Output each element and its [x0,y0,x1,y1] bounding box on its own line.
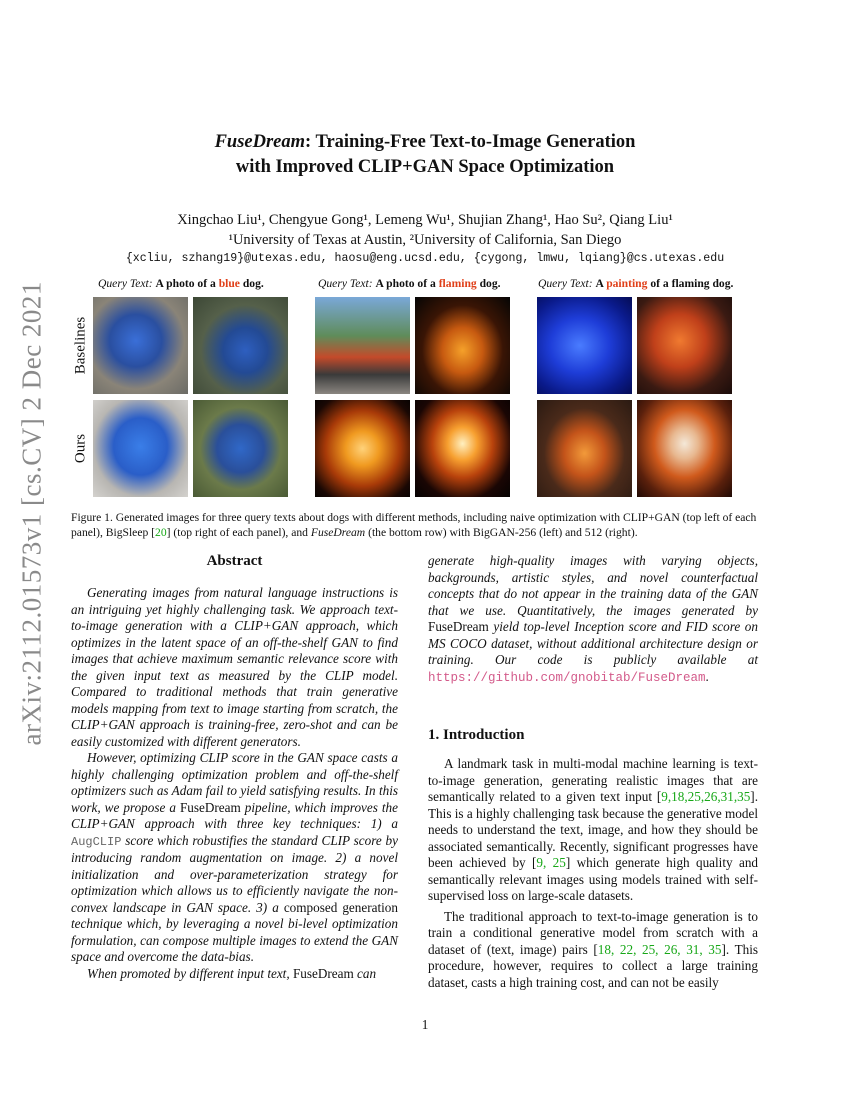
abstract-p2-c: score which robustifies the standard CLIP score by introducing random augmentation on image. 2) a novel initialization and over-parameterization strategy for optimization which allows us to efficiently navigate the non-convex landscape in GAN space. 3) a [71,832,398,915]
image-flaming-dog-ours-2 [415,400,510,497]
abstract-heading: Abstract [206,553,263,569]
query-keyword: flaming [438,277,477,290]
row-label-ours: Ours [72,433,89,464]
query-label: Query Text: [98,277,153,290]
query-text-1 [98,277,264,290]
query-post: dog. [239,277,264,290]
image-flaming-dog-ours-1 [315,400,410,497]
image-painting-dog-ours-1 [537,400,632,497]
query-keyword: blue [218,277,240,290]
abstract-p2-b: pipeline, which improves the CLIP+GAN approach with three key techniques: 1) a [71,799,398,831]
image-blue-dog-baseline-1 [93,297,188,394]
intro-p1-c: ] which generate high quality and semantically relevant images using models trained with self-supervised loss on large-scale datasets. [428,855,759,903]
intro-refs-1[interactable]: 9,18,25,26,31,35 [661,789,751,804]
intro-refs-3[interactable]: 18, 22, 25, 26, 31, 35 [597,941,722,957]
image-blue-dog-baseline-2 [193,297,288,394]
image-blue-dog-ours-2 [193,400,288,497]
image-painting-dog-baseline-1 [537,297,632,394]
query-label: Query Text: [538,277,593,290]
abstract-p3-can: can [353,965,377,981]
query-pre: A photo of a [155,277,219,290]
abstract-p3-a: When promoted by different input text, [87,965,293,981]
title-rest: : Training-Free Text-to-Image Generation [305,132,636,152]
query-text-3 [538,277,733,290]
intro-heading: 1. Introduction [428,727,525,743]
emails-line: {xcliu, szhang19}@utexas.edu, haosu@eng.ucsd.edu, {cygong, lmwu, lqiang}@cs.utexas.edu [125,252,725,265]
row-label-baselines: Baselines [72,316,89,375]
authors-line: Xingchao Liu¹, Chengyue Gong¹, Lemeng Wu¹, Shujian Zhang¹, Hao Su², Qiang Liu¹ [177,212,673,228]
page-number: 1 [421,1017,429,1032]
abstract-augclip: AugCLIP [71,834,122,849]
code-link[interactable]: https://github.com/gnobitab/FuseDream [428,670,706,685]
author-block [0,210,850,250]
intro-p2-b: ]. This procedure, however, requires to collect a large training dataset, casts a high training cost, and can not be easily [428,941,759,990]
figure-caption [71,510,786,540]
caption-text-b: ] (top right of each panel), and [166,526,311,539]
query-pre: A [595,277,607,290]
image-painting-dog-ours-2 [637,400,732,497]
title-italic: FuseDream [214,132,306,152]
arxiv-stamp: arXiv:2112.01573v1 [cs.CV] 2 Dec 2021 [16,281,47,746]
intro-column [428,756,758,991]
abstract-p3-c: yield top-level Inception score and FID score on MS COCO dataset, without additional architecture design or training. Our code is publicly available at [428,619,758,667]
intro-p1-a: A landmark task in multi-modal machine learning is text-to-image generation, generating realistic images that are semantically related to a given text input [ [428,756,758,804]
query-text-2 [318,277,501,290]
abstract-p3-b: generate high-quality images with varying objects, backgrounds, artistic styles, and novel counterfactual concepts that do not appear in the training data of the GAN that we use. Quantitatively, the images generated by [428,553,758,618]
abstract-right-column [428,553,758,686]
title-line2: with Improved CLIP+GAN Space Optimization [235,157,615,177]
abstract-left-column [71,585,398,982]
query-pre: A photo of a [375,277,439,290]
caption-italic: FuseDream [310,526,366,539]
caption-text-a: Figure 1. Generated images for three query texts about dogs with different methods, including naive optimization with CLIP+GAN (top left of each panel), BigSleep [ [71,511,757,539]
intro-p1-b: ]. This is a highly challenging task because the generative model needs to understand the text, image, and how they should be associated semantically. Recently, significant progresses have been achieved by [ [428,789,758,870]
abstract-p2-a: However, optimizing CLIP score in the GAN space casts a highly challenging optimization problem and off-the-shelf optimizers such as Adam fail to yield satisfying results. In this work, we propose a [71,750,398,815]
query-keyword: painting [606,277,648,290]
abstract-p2-d: technique which, by leveraging a novel bi-level optimization formulation, can compose multiple images to extend the GAN space and overcome the data-bias. [71,916,398,964]
abstract-p3-d: . [705,668,709,684]
image-painting-dog-baseline-2 [637,297,732,394]
image-blue-dog-ours-1 [93,400,188,497]
abstract-fusedream: FuseDream [179,799,241,815]
abstract-p1: Generating images from natural language instructions is an intriguing yet highly challenging task. We approach text-to-image generation with a CLIP+GAN approach, which optimizes in the latent space of an off-the-shelf GAN to find images that achieve maximum semantic relevance score with the given input text as measured by the CLIP model. Compared to traditional methods that train generative models mapping from text to image starting from scratch, the CLIP+GAN approach is training-free, zero-shot and can be easily customized with different generators. [71,585,398,749]
intro-p2-a: The traditional approach to text-to-image generation is to train a conditional generative model from scratch with a dataset of (text, image) pairs [ [428,908,758,957]
query-post: of a flaming dog. [647,277,734,290]
image-flaming-dog-baseline-2 [415,297,510,394]
affiliations-line: ¹University of Texas at Austin, ²University of California, San Diego [228,232,622,248]
query-post: dog. [476,277,501,290]
abstract-composed-generation: composed generation [283,899,398,915]
abstract-fusedream-2: FuseDream [292,965,354,981]
paper-title [0,130,850,180]
query-label: Query Text: [318,277,373,290]
intro-refs-2[interactable]: 9, 25 [536,855,566,870]
abstract-fusedream-3: FuseDream [428,619,489,634]
caption-ref[interactable]: 20 [155,526,167,539]
caption-text-c: (the bottom row) with BigGAN-256 (left) and 512 (right). [365,526,638,539]
image-flaming-dog-baseline-1 [315,297,410,394]
